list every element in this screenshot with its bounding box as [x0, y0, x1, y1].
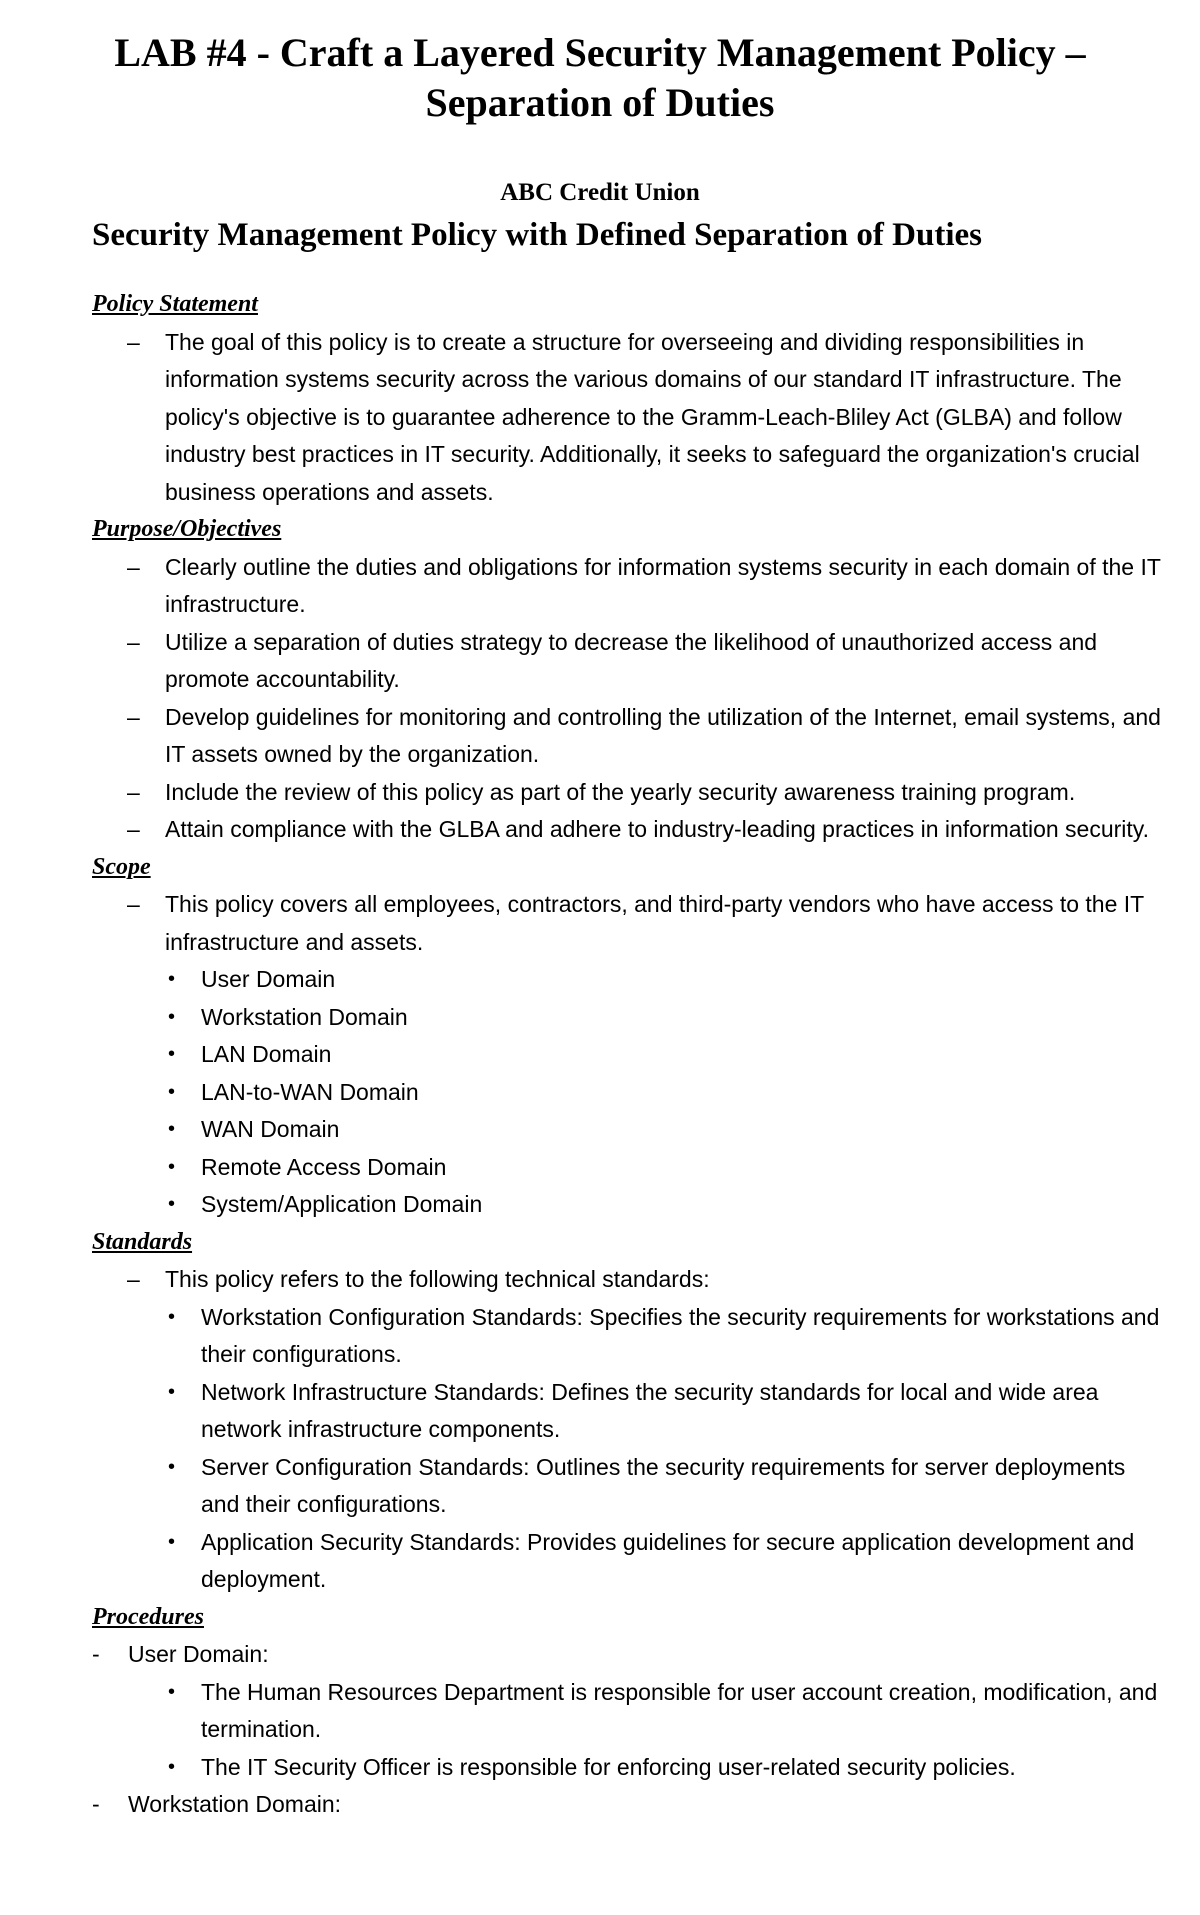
standard-item — [0, 1449, 1200, 1524]
objective-item — [0, 699, 1200, 774]
procedure-item — [0, 1749, 1200, 1787]
list-item-text: The IT Security Officer is responsible for enforcing user-related security policies. — [201, 1753, 1016, 1780]
bullet-marker: • — [168, 1530, 176, 1553]
objective-item — [0, 774, 1200, 812]
procedure-item — [0, 1674, 1200, 1749]
heading-procedures: Procedures — [92, 1603, 204, 1630]
list-item-text: System/Application Domain — [201, 1191, 483, 1217]
list-item-text: Remote Access Domain — [201, 1153, 447, 1180]
list-item-text: WAN Domain — [201, 1116, 340, 1142]
objective-item — [0, 624, 1200, 699]
dash-marker: – — [127, 891, 140, 917]
dash-marker: – — [127, 816, 140, 842]
policy-title: Security Management Policy with Defined Separation of Duties — [92, 217, 982, 253]
hyphen-marker: - — [92, 1791, 100, 1817]
standards-intro — [0, 1261, 1200, 1299]
bullet-marker: • — [168, 1043, 176, 1065]
bullet-marker: • — [168, 1680, 176, 1703]
procedure-domain-workstation — [0, 1786, 1200, 1824]
bullet-marker: • — [168, 1118, 176, 1140]
standard-item — [0, 1374, 1200, 1449]
list-item-text: Workstation Domain — [201, 1003, 408, 1030]
dash-marker: – — [127, 553, 140, 580]
list-item-text: Develop guidelines for monitoring and controlling the utilization of the Internet, email systems, and IT assets owned by the organization. — [165, 703, 1161, 767]
list-item-text: The goal of this policy is to create a structure for overseeing and dividing responsibilities in information systems security across the various domains of our standard IT infrastructure. The policy's objective is to guarantee adherence to the Gramm-Leach-Bliley Act (GLBA) and follow industry best practices in IT security. Additionally, it seeks to safeguard the organization's crucial business operations and assets. — [165, 328, 1140, 505]
list-item-text: Application Security Standards: Provides guidelines for secure application development and deployment. — [201, 1528, 1135, 1592]
bullet-marker: • — [168, 1305, 176, 1328]
list-item-text: Include the review of this policy as part of the yearly security awareness training program. — [165, 778, 1076, 805]
bullet-marker: • — [168, 1380, 176, 1403]
list-item-text: LAN-to-WAN Domain — [201, 1078, 419, 1105]
list-item-text: User Domain — [201, 966, 336, 992]
policy-statement-item — [0, 324, 1200, 512]
list-item-text: Utilize a separation of duties strategy to decrease the likelihood of unauthorized access and promote accountability. — [165, 628, 1098, 692]
objective-item — [0, 811, 1200, 849]
bullet-marker: • — [168, 1080, 176, 1103]
dash-marker: – — [127, 703, 140, 730]
scope-domain-item — [0, 1074, 1200, 1112]
list-item-text: Server Configuration Standards: Outlines the security requirements for server deployments and their configurations. — [201, 1453, 1126, 1517]
heading-scope: Scope — [92, 853, 151, 880]
organization-name: ABC Credit Union — [500, 179, 700, 206]
heading-purpose-objectives: Purpose/Objectives — [92, 516, 282, 542]
document-title-line-1: LAB #4 - Craft a Layered Security Management Policy – — [114, 30, 1086, 75]
scope-domain-item — [0, 1186, 1200, 1224]
policy-body — [0, 286, 1200, 1824]
list-item-text: Attain compliance with the GLBA and adhere to industry-leading practices in information security. — [165, 816, 1149, 842]
scope-domain-item — [0, 1111, 1200, 1149]
objective-item — [0, 549, 1200, 624]
procedure-domain-user — [0, 1636, 1200, 1674]
procedure-domain-label: Workstation Domain: — [128, 1791, 342, 1817]
list-item-text: This policy covers all employees, contractors, and third-party vendors who have access to the IT infrastructure and assets. — [165, 891, 1144, 955]
bullet-marker: • — [168, 1455, 176, 1478]
list-item-text: LAN Domain — [201, 1041, 332, 1067]
scope-domain-item — [0, 1036, 1200, 1074]
scope-intro — [0, 886, 1200, 961]
standard-item — [0, 1524, 1200, 1599]
list-item-text: The Human Resources Department is responsible for user account creation, modification, and termination. — [201, 1678, 1158, 1742]
list-item-text: This policy refers to the following technical standards: — [165, 1266, 710, 1292]
bullet-marker: • — [168, 1005, 176, 1028]
document-title-line-2: Separation of Duties — [425, 80, 775, 125]
procedure-domain-label: User Domain: — [128, 1641, 269, 1667]
list-item-text: Clearly outline the duties and obligations for information systems security in each domain of the IT infrastructure. — [165, 553, 1161, 617]
dash-marker: – — [127, 628, 140, 655]
scope-domain-item — [0, 961, 1200, 999]
heading-standards: Standards — [92, 1228, 193, 1255]
bullet-marker: • — [168, 1755, 176, 1778]
bullet-marker: • — [168, 1155, 176, 1178]
standard-item — [0, 1299, 1200, 1374]
heading-policy-statement: Policy Statement — [92, 291, 258, 317]
list-item-text: Workstation Configuration Standards: Specifies the security requirements for workstations and their configurations. — [201, 1303, 1160, 1367]
dash-marker: – — [127, 1266, 140, 1292]
scope-domain-item — [0, 999, 1200, 1037]
scope-domain-item — [0, 1149, 1200, 1187]
bullet-marker: • — [168, 1193, 176, 1215]
hyphen-marker: - — [92, 1641, 100, 1667]
dash-marker: – — [127, 328, 140, 355]
list-item-text: Network Infrastructure Standards: Defines the security standards for local and wide area network infrastructure components. — [201, 1378, 1099, 1442]
dash-marker: – — [127, 778, 140, 805]
bullet-marker: • — [168, 968, 176, 990]
